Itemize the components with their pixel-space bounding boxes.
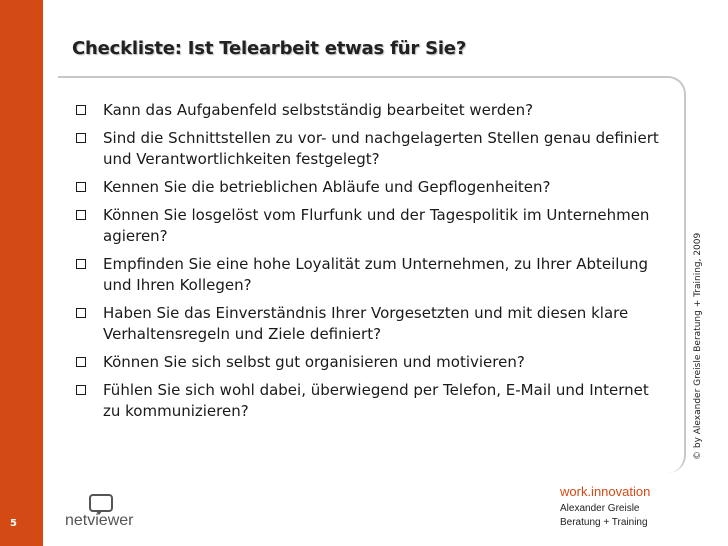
checkbox-bullet-icon — [76, 385, 86, 395]
checkbox-bullet-icon — [76, 308, 86, 318]
checkbox-bullet-icon — [76, 105, 86, 115]
checklist-item-text: Haben Sie das Einverständnis Ihrer Vorgesetzten und mit diesen klare Verhaltensregeln und Ziele definiert? — [103, 304, 629, 343]
checklist-item-text: Sind die Schnittstellen zu vor- und nachgelagerten Stellen genau definiert und Verantwortlichkeiten festgelegt? — [103, 129, 659, 168]
checklist-item-text: Können Sie sich selbst gut organisieren und motivieren? — [103, 353, 525, 371]
checkbox-bullet-icon — [76, 357, 86, 367]
checklist-item — [76, 254, 666, 296]
netviewer-logo — [65, 494, 137, 534]
checklist-item-text: Kann das Aufgabenfeld selbstständig bearbeitet werden? — [103, 101, 534, 119]
checklist-item-text: Fühlen Sie sich wohl dabei, überwiegend per Telefon, E-Mail und Internet zu kommunizieren? — [103, 381, 649, 420]
checklist — [76, 100, 666, 429]
slide-title: Checkliste: Ist Telearbeit etwas für Sie? — [72, 38, 467, 59]
checklist-item — [76, 303, 666, 345]
checkbox-bullet-icon — [76, 133, 86, 143]
left-accent-bar — [0, 0, 43, 546]
logo-text: netviewer — [65, 512, 134, 529]
checklist-item-text: Kennen Sie die betrieblichen Abläufe und Gepflogenheiten? — [103, 178, 551, 196]
page-number: 5 — [10, 518, 17, 529]
work-innovation-title: work.innovation — [560, 484, 651, 499]
checklist-item — [76, 177, 666, 198]
copyright-notice: © by Alexander Greisle Beratung + Training, 2009 — [693, 232, 703, 460]
checkbox-bullet-icon — [76, 182, 86, 192]
checklist-item — [76, 380, 666, 422]
checklist-item — [76, 352, 666, 373]
checklist-item-text: Können Sie losgelöst vom Flurfunk und der Tagespolitik im Unternehmen agieren? — [103, 206, 650, 245]
checklist-item-text: Empfinden Sie eine hohe Loyalität zum Unternehmen, zu Ihrer Abteilung und Ihren Kollegen? — [103, 255, 648, 294]
checkbox-bullet-icon — [76, 210, 86, 220]
company-block — [560, 484, 650, 530]
checkbox-bullet-icon — [76, 259, 86, 269]
checklist-item — [76, 205, 666, 247]
checklist-item — [76, 128, 666, 170]
company-tagline: Beratung + Training — [560, 517, 648, 528]
company-name: Alexander Greisle — [560, 503, 640, 514]
checklist-item — [76, 100, 666, 121]
